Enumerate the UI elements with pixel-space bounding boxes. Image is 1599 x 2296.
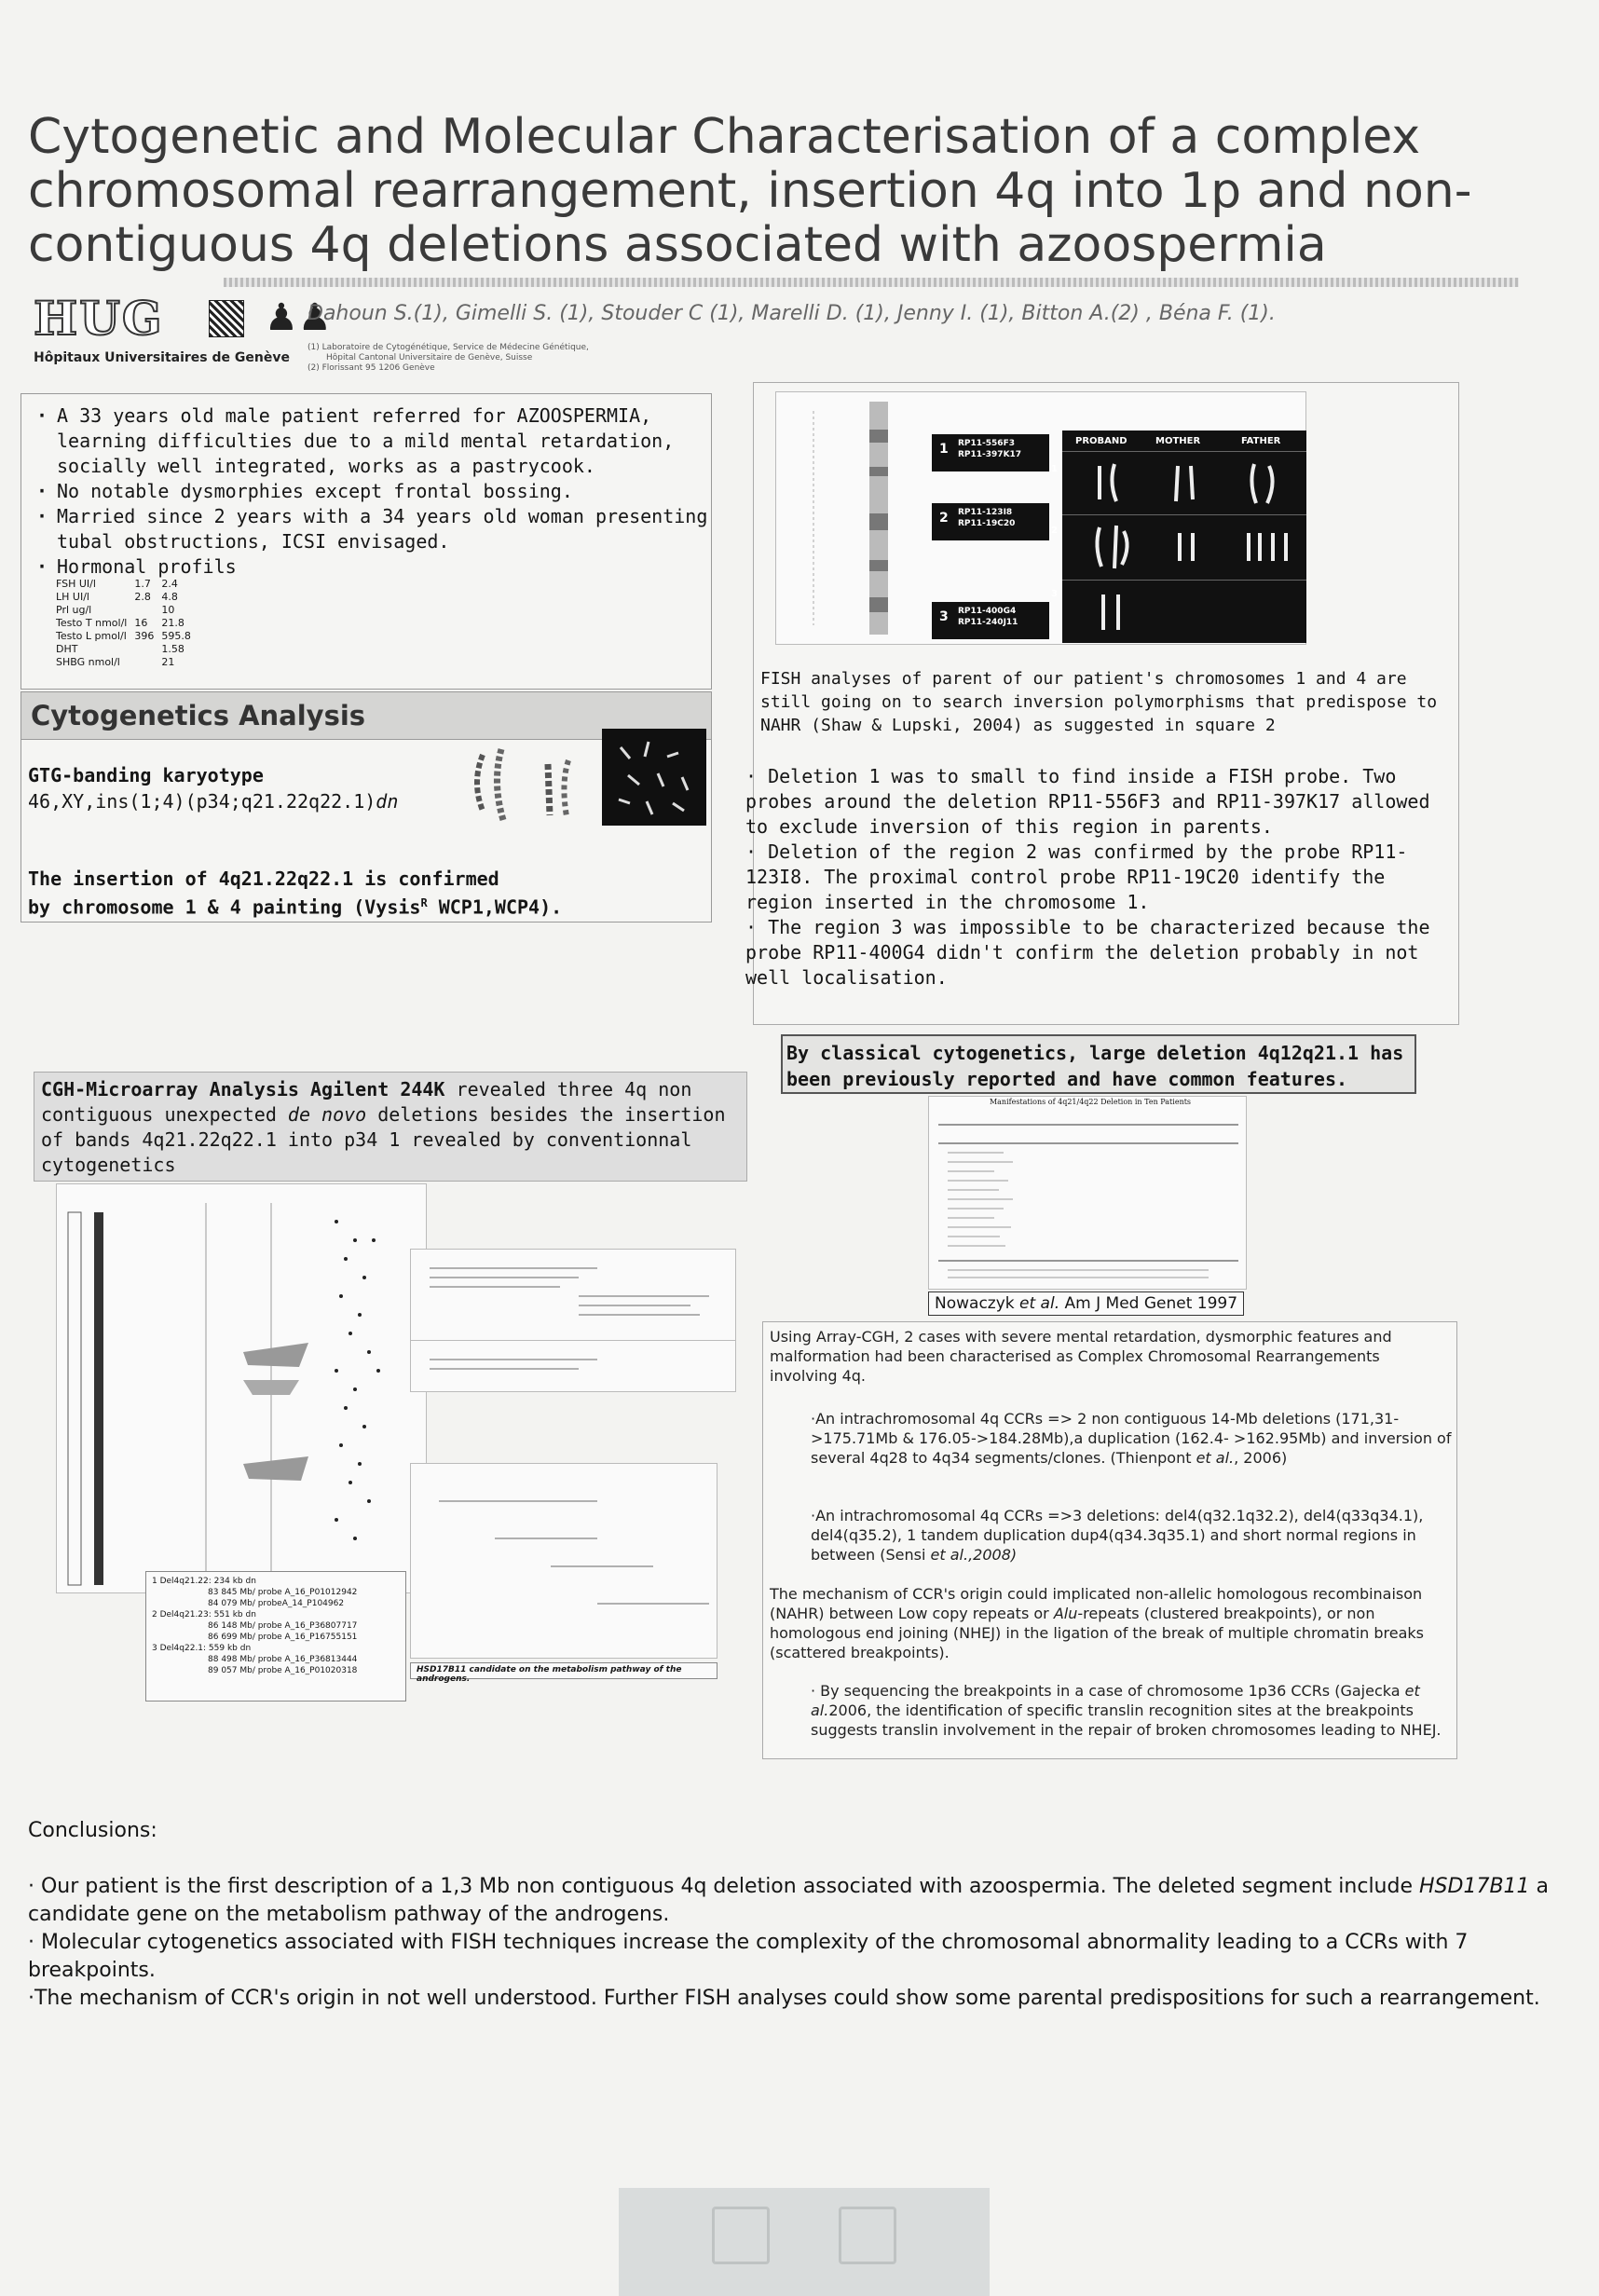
probe-number: 2	[939, 511, 949, 526]
conclusion-text: · Our patient is the first description of a 1,3 Mb non contiguous 4q deletion associated with azoospermia. The deleted segment include	[28, 1875, 1419, 1898]
hormone-name: Prl ug/l	[56, 604, 92, 616]
citation-text: Am J Med Genet 1997	[1059, 1294, 1238, 1313]
mechanism-text: -repeats (clustered breakpoints), or non homologous end joining (NHEJ) in the ligation of the break of multiple chromatin breaks (scattered breakpoints).	[770, 1605, 1425, 1661]
cgh-probe-detail-1	[410, 1249, 736, 1353]
gene-name: HSD17B11	[1419, 1875, 1530, 1898]
legend-line: 89 057 Mb/ probe A_16_P01020318	[208, 1666, 358, 1675]
array-case-1	[811, 1409, 1454, 1468]
array-case-2	[811, 1506, 1454, 1565]
conclusion-paragraph: · Molecular cytogenetics associated with FISH techniques increase the complexity of the chromosomal abnormality leading to a CCRs with 7 breakpoints.	[28, 1931, 1469, 1982]
karyotype-text: 46,XY,ins(1;4)(p34;q21.22q22.1)	[28, 790, 376, 813]
insertion-text: WCP1,WCP4).	[427, 895, 563, 919]
legend-line: 83 845 Mb/ probe A_16_P01012942	[208, 1588, 358, 1597]
hormone-row	[56, 630, 198, 643]
probe-track	[411, 1341, 737, 1393]
fish-paragraph: · Deletion 1 was to small to find inside a FISH probe. Two probes around the deletion RP11-556F3 and RP11-397K17 allowed to exclude inversion of this region in parents.	[745, 765, 1430, 838]
hormone-name: SHBG nmol/l	[56, 656, 120, 668]
painting-chromosomes	[602, 729, 706, 826]
sequencing-etal: et al.	[811, 1682, 1420, 1719]
legend-line: 86 699 Mb/ probe A_16_P16755151	[208, 1633, 358, 1642]
hormone-row	[56, 656, 198, 669]
hormone-row	[56, 604, 198, 617]
gtg-label: GTG-banding karyotype	[28, 764, 264, 786]
case-etal: et al.,2008)	[930, 1546, 1018, 1564]
patient-bullet: · A 33 years old male patient referred for AZOOSPERMIA, learning difficulties due to a mild mental retardation, socially well integrated, works as a pastrycook.	[57, 403, 711, 479]
hormone-value: 10	[161, 604, 175, 616]
patient-bullets	[21, 403, 711, 580]
legend-line: 1 Del4q21.22: 234 kb dn	[152, 1577, 256, 1586]
section-title: Cytogenetics Analysis	[31, 700, 366, 731]
citation-etal: et al.	[1019, 1294, 1060, 1313]
conclusion-paragraph	[28, 1873, 1556, 1929]
conclusion-text: a candidate gene on the metabolism pathway of the androgens.	[28, 1875, 1550, 1926]
cgh-text: deletions besides the insertion of bands 4q21.22q22.1 into p34 1 revealed by conventionnal cytogenetics	[41, 1103, 726, 1176]
footer-logo-image	[619, 2188, 990, 2296]
probe-number: 3	[939, 609, 949, 624]
case-text: ·An intrachromosomal 4q CCRs =>3 deletions: del4(q32.1q32.2), del4(q33q34.1), del4(q35.2), 1 tandem duplication dup4(q34.3q35.1) and short normal regions in between (Sensi	[811, 1507, 1424, 1564]
conclusions-body	[28, 1873, 1556, 2013]
hormone-table	[56, 578, 198, 669]
probe-name: RP11-397K17	[958, 450, 1022, 459]
cgh-scatter-plot	[57, 1184, 428, 1594]
affiliation-line: (2) Florissant 95 1206 Genève	[308, 363, 435, 373]
fish-paragraph: · The region 3 was impossible to be characterized because the probe RP11-400G4 didn't confirm the deletion probably in not well localisation.	[745, 916, 1430, 989]
conclusion-paragraph: ·The mechanism of CCR's origin in not well understood. Further FISH analyses could show some parental predispositions for such a rearrangement.	[28, 1987, 1540, 2010]
cgh-probe-detail-3	[410, 1463, 718, 1659]
logo-subtitle: Hôpitaux Universitaires de Genève	[34, 350, 290, 365]
hormone-value: 16	[134, 617, 148, 629]
probe-name: RP11-240J11	[958, 618, 1018, 627]
citation-text: Nowaczyk	[935, 1294, 1020, 1313]
hormone-name: LH UI/l	[56, 591, 89, 603]
hormone-value: 595.8	[161, 630, 191, 642]
hormone-value	[134, 643, 161, 656]
legend-line: 84 079 Mb/ probeA_14_P104962	[208, 1599, 345, 1608]
people-icon: ♟♟	[265, 296, 332, 339]
hormone-value: 21.8	[161, 617, 184, 629]
affiliations	[308, 343, 773, 374]
hormone-row	[56, 578, 198, 591]
mechanism-text: The mechanism of CCR's origin could implicated non-allelic homologous recombinaison (NAHR) between Low copy repeats or	[770, 1585, 1423, 1622]
alu-term: Alu	[1053, 1605, 1078, 1622]
probe-name: RP11-123I8	[958, 508, 1013, 517]
affiliation-line: Hôpital Cantonal Universitaire de Genève, Suisse	[326, 353, 533, 362]
fish-row-number: 1	[1051, 464, 1058, 474]
manifestations-table	[929, 1097, 1248, 1291]
patient-bullet: · Married since 2 years with a 34 years old woman presenting tubal obstructions, ICSI envisaged.	[57, 504, 711, 554]
fish-column-header: MOTHER	[1155, 436, 1201, 446]
hormone-value	[134, 656, 161, 669]
nowaczyk-citation	[928, 1292, 1244, 1316]
classical-heading: By classical cytogenetics, large deletion 4q12q21.1 has been previously reported and have common features.	[786, 1042, 1404, 1090]
fish-column-header: FATHER	[1241, 436, 1281, 446]
hormone-name: Testo T nmol/l	[56, 617, 128, 629]
hormone-row	[56, 617, 198, 630]
fish-probe-label	[932, 503, 1049, 540]
hormone-name: Testo L pmol/l	[56, 630, 127, 642]
fish-probe-label	[932, 602, 1049, 639]
hormone-value: 1.58	[161, 643, 184, 655]
patient-bullet: · Hormonal profils	[57, 554, 711, 580]
cgh-probe-detail-2	[410, 1340, 736, 1392]
hormone-value	[134, 604, 161, 617]
fish-paragraph: · Deletion of the region 2 was confirmed by the probe RP11-123I8. The proximal control probe RP11-19C20 identify the region inserted in the chromosome 1.	[745, 840, 1408, 913]
sequencing-text: 2006, the identification of specific translin recognition sites at the breakpoints suggests translin involvement in the repair of broken chromosomes leading to NHEJ.	[811, 1702, 1442, 1739]
probe-track	[411, 1250, 737, 1354]
fish-results-table	[1062, 430, 1306, 643]
footer-icon	[712, 2207, 770, 2264]
cgh-de-novo: de novo	[287, 1103, 367, 1126]
insertion-line	[28, 891, 699, 920]
case-text: , 2006)	[1234, 1449, 1288, 1467]
hormone-row	[56, 591, 198, 604]
fish-row-number: 2	[1051, 526, 1058, 536]
array-sequencing	[811, 1681, 1454, 1740]
classical-cytogenetics-banner	[781, 1034, 1416, 1094]
manifestations-table-title: Manifestations of 4q21/4q22 Deletion in Ten Patients	[989, 1098, 1192, 1106]
painting-fish-image	[602, 729, 706, 826]
cgh-text: revealed three 4q non contiguous unexpected	[41, 1078, 692, 1126]
hormone-value: 1.7	[134, 578, 151, 590]
karyotype-suffix: dn	[376, 790, 399, 813]
cgh-summary	[41, 1077, 742, 1178]
hormone-value: 21	[161, 656, 175, 668]
title-divider	[224, 278, 1519, 287]
probe-name: RP11-400G4	[958, 607, 1017, 616]
fish-chromosome-pairs	[1062, 430, 1306, 643]
legend-line: 86 148 Mb/ probe A_16_P36807717	[208, 1621, 358, 1631]
geneva-crest-icon	[209, 300, 244, 337]
array-mechanism	[770, 1584, 1450, 1662]
cgh-array-plot	[56, 1183, 427, 1593]
array-intro: Using Array-CGH, 2 cases with severe mental retardation, dysmorphic features and malformation had been characterised as Complex Chromosomal Rearrangements involving 4q.	[770, 1328, 1392, 1385]
hormone-name: DHT	[56, 643, 78, 655]
patient-bullet: · No notable dysmorphies except frontal bossing.	[57, 479, 711, 504]
fish-probe-label	[932, 434, 1049, 472]
logo-wordmark: HUG	[34, 291, 164, 346]
footer-icon	[839, 2207, 896, 2264]
hug-logo	[34, 291, 332, 365]
probe-name: RP11-19C20	[958, 519, 1016, 528]
hormone-value: 2.8	[134, 591, 151, 603]
hormone-name: FSH UI/l	[56, 578, 96, 590]
poster-title: Cytogenetic and Molecular Characterisation of a complex chromosomal rearrangement, insertion 4q into 1p and non-contiguous 4q deletions associated with azoospermia	[28, 109, 1472, 273]
affiliation-line: (1) Laboratoire de Cytogénétique, Service de Médecine Génétique,	[308, 343, 589, 352]
probe-name: RP11-556F3	[958, 439, 1015, 448]
hsd17b11-caption: HSD17B11 candidate on the metabolism pathway of the androgens.	[410, 1662, 718, 1679]
fish-row-number: 3	[1051, 589, 1058, 599]
cgh-lead: CGH-Microarray Analysis Agilent 244K	[41, 1078, 445, 1100]
painting-confirmation	[28, 867, 699, 920]
hormone-value: 4.8	[161, 591, 178, 603]
case-text: ·An intrachromosomal 4q CCRs => 2 non contiguous 14-Mb deletions (171,31->175.71Mb & 176.05->184.28Mb),a duplication (162.4- >162.95Mb) and inversion of several 4q28 to 4q34 segments/clones. (Thienpont	[811, 1410, 1452, 1467]
karyotype-formula	[28, 790, 398, 813]
hormone-value: 2.4	[161, 578, 178, 590]
insertion-line: The insertion of 4q21.22q22.1 is confirmed	[28, 868, 499, 890]
legend-line: 3 Del4q22.1: 559 kb dn	[152, 1644, 252, 1653]
karyotype-chromosome-image	[464, 736, 594, 829]
fish-discussion	[745, 764, 1463, 991]
sequencing-text: · By sequencing the breakpoints in a case of chromosome 1p36 CCRs (Gajecka	[811, 1682, 1405, 1700]
cgh-deletion-legend	[145, 1571, 406, 1702]
fish-caption: FISH analyses of parent of our patient's chromosomes 1 and 4 are still going on to search inversion polymorphisms that predispose to NAHR (Shaw & Lupski, 2004) as suggested in square 2	[760, 669, 1438, 735]
fish-column-header: PROBAND	[1075, 436, 1128, 446]
manifestations-table-image	[928, 1096, 1247, 1290]
case-etal: et al.	[1196, 1449, 1235, 1467]
hormone-row	[56, 643, 198, 656]
probe-track	[411, 1464, 718, 1660]
probe-number: 1	[939, 442, 949, 457]
registered-mark: R	[420, 896, 428, 909]
legend-line: 88 498 Mb/ probe A_16_P36813444	[208, 1655, 358, 1664]
hormone-value: 396	[134, 630, 155, 642]
insertion-text: by chromosome 1 & 4 painting (Vysis	[28, 895, 421, 919]
conclusions-title: Conclusions:	[28, 1819, 157, 1842]
legend-line: 2 Del4q21.23: 551 kb dn	[152, 1610, 256, 1620]
author-list: Dahoun S.(1), Gimelli S. (1), Stouder C (1), Marelli D. (1), Jenny I. (1), Bitton A.(2) , Béna F. (1).	[308, 302, 1276, 325]
